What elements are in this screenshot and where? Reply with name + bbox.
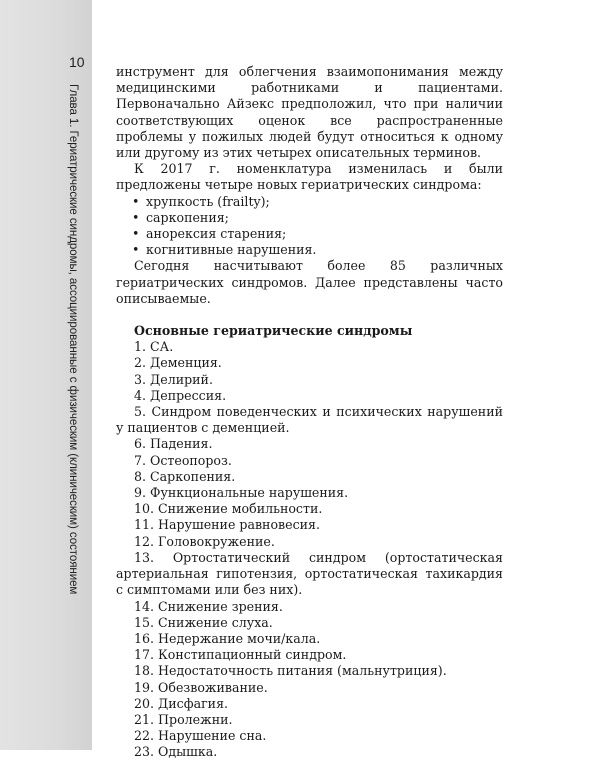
bullet-icon: • — [132, 226, 140, 242]
list-item: 19. Обезвоживание. — [134, 679, 268, 695]
list-item-text: хрупкость (frailty); — [146, 193, 270, 209]
list-item: 23. Одышка. — [134, 744, 218, 760]
list-item: 20. Дисфагия. — [134, 695, 229, 711]
list-item: 21. Пролежни. — [134, 711, 233, 727]
new-syndromes-list — [116, 194, 503, 259]
list-item — [132, 210, 503, 226]
paragraph-count: Сегодня насчитывают более 85 различных гериатрических синдромов. Далее представлены часто описываемые. — [116, 258, 503, 306]
list-item-text: анорексия старения; — [146, 226, 287, 242]
list-item: 13. Ортостатический синдром (ортостатическая артериальная гипотензия, ортостатическая тахикардия с симптомами или без них). — [116, 549, 503, 598]
list-item: 11. Нарушение равновесия. — [134, 517, 320, 533]
paragraph-nomenclature: К 2017 г. номенклатура изменилась и были предложены четыре новых гериатрических синдрома: — [116, 161, 503, 193]
list-item-text: когнитивные нарушения. — [146, 242, 317, 258]
list-item: 7. Остеопороз. — [134, 452, 232, 468]
list-item: 8. Саркопения. — [134, 468, 236, 484]
list-item: 3. Делирий. — [134, 371, 213, 387]
list-item-text: саркопения; — [146, 209, 229, 225]
list-item: 12. Головокружение. — [134, 533, 275, 549]
page-body — [116, 64, 503, 761]
list-item: 1. СА. — [134, 339, 174, 355]
list-item: 10. Снижение мобильности. — [134, 501, 323, 517]
bullet-icon: • — [132, 193, 140, 209]
list-item: 22. Нарушение сна. — [134, 728, 267, 744]
list-item: 15. Снижение слуха. — [134, 614, 273, 630]
paragraph-continuation: инструмент для облегчения взаимопонимания между медицинскими работниками и пациентами. Первоначально Айзекс предположил, что при наличии соответствующих оценок все распространенные проблемы у пожилых людей будут относиться к одному или другому из этих четырех описательных терминов. — [116, 64, 503, 161]
list-item: 16. Недержание мочи/кала. — [134, 630, 321, 646]
bullet-icon: • — [132, 209, 140, 225]
list-item — [132, 226, 503, 242]
section-heading: Основные гериатрические синдромы — [134, 323, 413, 339]
running-header: Глава 1. Гериатрические синдромы, ассоциированные с физическим (клиническим) состоянием — [67, 84, 80, 595]
list-item: 17. Констипационный синдром. — [134, 647, 347, 663]
list-item: 5. Синдром поведенческих и психических нарушений у пациентов с деменцией. — [116, 404, 503, 436]
list-item: 14. Снижение зрения. — [134, 598, 283, 614]
list-item — [132, 194, 503, 210]
bullet-icon: • — [132, 242, 140, 258]
list-item: 18. Недостаточность питания (мальнутриция). — [134, 663, 447, 679]
list-item: 9. Функциональные нарушения. — [134, 485, 349, 501]
list-item: 4. Депрессия. — [134, 387, 227, 403]
list-item: 2. Деменция. — [134, 355, 222, 371]
syndromes-list — [116, 339, 503, 760]
page-number: 10 — [69, 54, 85, 70]
list-item — [132, 242, 503, 258]
list-item: 6. Падения. — [134, 436, 213, 452]
